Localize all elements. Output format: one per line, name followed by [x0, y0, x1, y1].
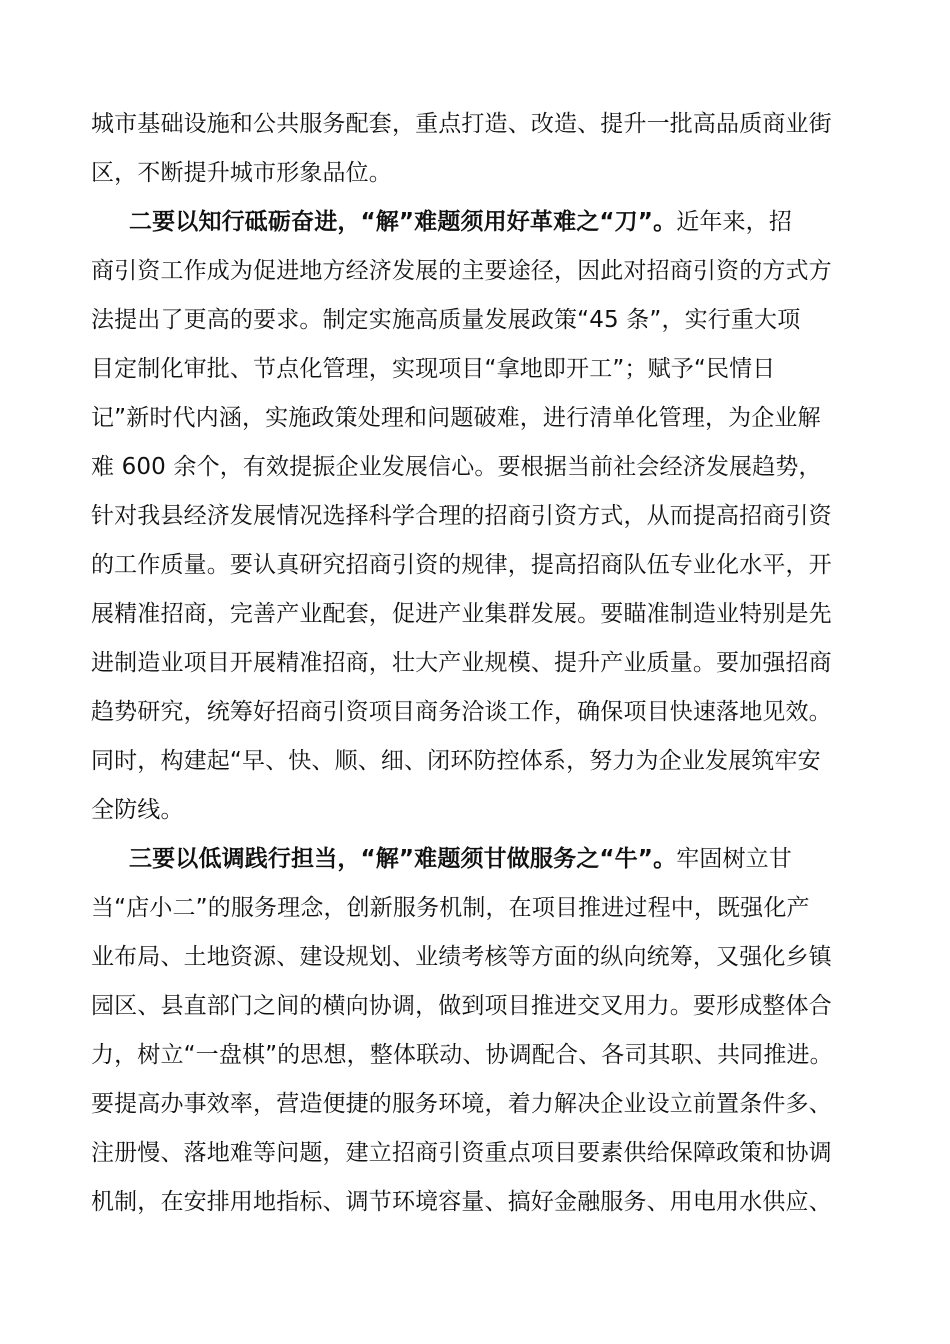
- paragraph-line: 要提高办事效率，营造便捷的服务环境，着力解决企业设立前置条件多、: [91, 1091, 832, 1117]
- paragraph-line: 趋势研究，统筹好招商引资项目商务洽谈工作，确保项目快速落地见效。: [91, 699, 832, 725]
- paragraph-first-line: [91, 835, 871, 884]
- paragraph-line: 目定制化审批、节点化管理，实现项目“拿地即开工”；赋予“民情日: [91, 356, 776, 382]
- paragraph-1: [91, 100, 871, 198]
- paragraph-line: 难 600 余个，有效提振企业发展信心。要根据当前社会经济发展趋势，: [91, 454, 822, 480]
- document-body: [91, 100, 871, 1227]
- paragraph-line: 力，树立“一盘棋”的思想，整体联动、协调配合、各司其职、共同推进。: [91, 1042, 833, 1068]
- paragraph-line: 机制，在安排用地指标、调节环境容量、搞好金融服务、用电用水供应、: [91, 1189, 832, 1215]
- paragraph-line: 全防线。: [91, 797, 184, 823]
- paragraph-line: 针对我县经济发展情况选择科学合理的招商引资方式，从而提高招商引资: [91, 503, 832, 529]
- paragraph-line: 商引资工作成为促进地方经济发展的主要途径，因此对招商引资的方式方: [91, 258, 832, 284]
- paragraph-first-line: [91, 198, 871, 247]
- paragraph-line: 记”新时代内涵，实施政策处理和问题破难，进行清单化管理，为企业解: [91, 405, 821, 431]
- paragraph-2: [91, 198, 871, 835]
- paragraph-line: 同时，构建起“早、快、顺、细、闭环防控体系，努力为企业发展筑牢安: [91, 748, 821, 774]
- paragraph-line: 的工作质量。要认真研究招商引资的规律，提高招商队伍专业化水平，开: [91, 552, 832, 578]
- paragraph-line: 当“店小二”的服务理念，创新服务机制，在项目推进过程中，既强化产: [91, 895, 810, 921]
- paragraph-3: [91, 835, 871, 1227]
- paragraph-line: 法提出了更高的要求。制定实施高质量发展政策“45 条”，实行重大项: [91, 307, 801, 333]
- paragraph-line: 展精准招商，完善产业配套，促进产业集群发展。要瞄准制造业特别是先: [91, 601, 832, 627]
- paragraph-line: 园区、县直部门之间的横向协调，做到项目推进交叉用力。要形成整体合: [91, 993, 832, 1019]
- paragraph-line: 注册慢、落地难等问题，建立招商引资重点项目要素供给保障政策和协调: [91, 1140, 832, 1166]
- paragraph-line: 进制造业项目开展精准招商，壮大产业规模、提升产业质量。要加强招商: [91, 650, 832, 676]
- paragraph-heading: 三要以低调践行担当，“解”难题须甘做服务之“牛”。: [129, 846, 677, 872]
- paragraph-heading-continuation: 牢固树立甘: [676, 846, 792, 872]
- paragraph-heading: 二要以知行砥砺奋进，“解”难题须用好革难之“刀”。: [129, 209, 677, 235]
- paragraph-heading-continuation: 近年来，招: [676, 209, 792, 235]
- paragraph-line: 城市基础设施和公共服务配套，重点打造、改造、提升一批高品质商业街: [91, 111, 832, 137]
- paragraph-line: 区，不断提升城市形象品位。: [91, 160, 392, 186]
- paragraph-line: 业布局、土地资源、建设规划、业绩考核等方面的纵向统筹，又强化乡镇: [91, 944, 832, 970]
